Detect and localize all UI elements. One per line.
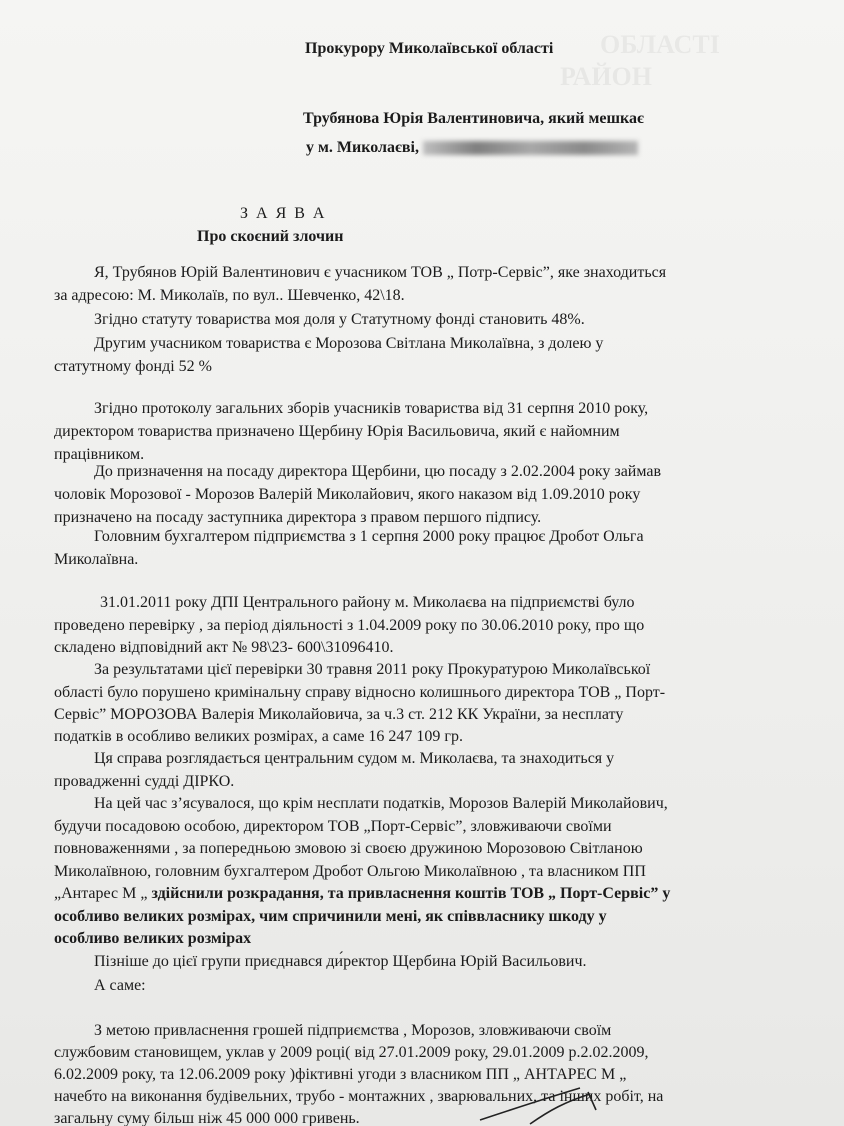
text-line: призначено на посаду заступника директора з правом першого підпису. — [54, 509, 542, 526]
text-line: Другим учасником товариства є Морозова Світлана Миколаївна, з долею у — [94, 335, 604, 352]
sender-address — [306, 137, 638, 159]
text-line: Головним бухгалтером підприємства з 1 серпня 2000 року працює Дробот Ольга — [94, 528, 644, 545]
text-line: Миколаївною, головним бухгалтером Дробот Ольгою Миколаївною , та власником ПП — [54, 863, 646, 880]
text-line: З метою привласнення грошей підприємства , Морозов, зловживаючи своїм — [94, 1022, 612, 1039]
text-line: будучи посадовою особою, директором ТОВ „Порт-Сервіс”, зловживаючи своїми — [54, 818, 612, 835]
text-line: особливо великих розмірах — [54, 930, 252, 947]
text-line: 31.01.2011 року ДПІ Центрального району м. Миколаєва на підприємстві було — [100, 594, 635, 611]
sender-name: Трубянова Юрія Валентиновича, який мешкає — [303, 110, 644, 127]
text-line: Пізніше до цієї групи приєднався ди́ректор Щербина Юрій Васильович. — [94, 953, 587, 970]
text-line: директором товариства призначено Щербину Юрія Васильовича, який є найомним — [54, 423, 620, 440]
text-line: Я, Трубянов Юрій Валентинович є учасником ТОВ „ Потр-Сервіс”, яке знаходиться — [94, 264, 667, 281]
addressee: Прокурору Миколаївської області — [305, 40, 554, 57]
text-line: Згідно статуту товариства моя доля у Статутному фонді становить 48%. — [94, 311, 585, 328]
text-line: 6.02.2009 року, та 12.06.2009 року )фіктивні угоди з власником ПП „ АНТАРЕС М „ — [54, 1066, 627, 1083]
text-line: А саме: — [94, 977, 146, 994]
signature-mark — [470, 1080, 630, 1126]
text-line: працівником. — [54, 446, 145, 463]
show-through-text: ОБЛАСТІ — [600, 30, 720, 59]
text-line: проведено перевірку , за період діяльності з 1.04.2009 року по 30.06.2010 року, про що — [54, 617, 645, 634]
text-line: податків в особливо великих розмірах, а саме 16 247 109 гр. — [54, 728, 463, 745]
text-line: провадженні судді ДІРКО. — [54, 773, 235, 790]
text-line: Згідно протоколу загальних зборів учасників товариства від 31 серпня 2010 року, — [94, 400, 649, 417]
show-through-text: РАЙОН — [560, 62, 653, 91]
text-line: складено відповідний акт № 98\23- 600\31096410. — [54, 639, 394, 656]
text-line: особливо великих розмірах, чим спричинили мені, як співвласнику шкоду у — [54, 908, 607, 925]
text-line: Ця справа розглядається центральним судом м. Миколаєва, та знаходиться у — [94, 750, 615, 767]
redacted-address — [423, 141, 638, 155]
text-line: повноваженнями , за попередньою змовою зі своєю дружиною Морозовою Світланою — [54, 840, 643, 857]
text-bold: здійснили розкрадання, та привласнення коштів ТОВ „ Порт-Сервіс” у — [151, 885, 671, 902]
text-line: Сервіс” МОРОЗОВА Валерія Миколайовича, за ч.3 ст. 212 КК України, за несплату — [54, 706, 624, 723]
text-line: За результатами цієї перевірки 30 травня 2011 року Прокуратурою Миколаївської — [94, 661, 651, 678]
text-line: області було порушено кримінальну справу відносно колишнього директора ТОВ „ Порт- — [54, 684, 666, 701]
text-line: службовим становищем, уклав у 2009 році( від 27.01.2009 року, 29.01.2009 р.2.02.2009, — [54, 1044, 649, 1061]
text-line: Миколаївна. — [54, 551, 139, 568]
text-line: На цей час з’ясувалося, що крім несплати податків, Морозов Валерій Миколайович, — [94, 795, 668, 812]
text-line: До призначення на посаду директора Щербини, цю посаду з 2.02.2004 року займав — [94, 463, 662, 480]
text-line: чоловік Морозової - Морозов Валерій Миколайович, якого наказом від 1.09.2010 року — [54, 486, 641, 503]
text-line: за адресою: М. Миколаїв, по вул.. Шевченко, 42\18. — [54, 287, 405, 304]
text-line — [54, 883, 670, 905]
document-subtitle: Про скоєний злочин — [197, 228, 344, 245]
sender-address-label: у м. Миколаєві, — [306, 139, 419, 156]
text-plain: „Антарес М „ — [54, 885, 148, 902]
text-line: загальну суму більш ніж 45 000 000 гривень. — [54, 1110, 360, 1126]
text-line: статутному фонді 52 % — [54, 358, 212, 375]
document-title: З А Я В А — [240, 205, 327, 222]
text-line: начебто на виконання будівельних, трубо - монтажних , зварювальних, та інших робіт, на — [54, 1088, 664, 1105]
